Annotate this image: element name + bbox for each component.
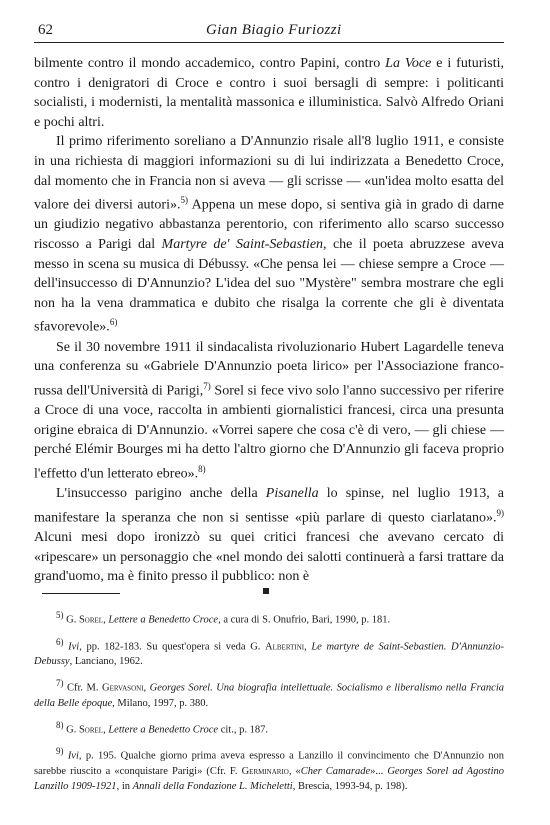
footnote: [34, 635, 504, 670]
footnote-text: G.: [66, 724, 79, 735]
footnote-text: »...: [370, 765, 388, 777]
footnote-text: , pp. 182-183. Su quest'opera si veda G.: [79, 641, 266, 652]
footnote-text: Annali della Fondazione L. Micheletti: [132, 780, 293, 792]
footnote-number: 7): [56, 678, 64, 688]
footnote-text: ,: [103, 724, 109, 735]
footnote-text: , Brescia, 1993-94, p. 198).: [292, 780, 408, 792]
footnote-text: , «: [288, 765, 301, 777]
running-title: Gian Biagio Furiozzi: [206, 22, 342, 38]
footnote-text: Ivi: [67, 750, 79, 762]
footnote-number: 8): [56, 719, 64, 730]
footnote-text: Cfr. M.: [67, 682, 102, 694]
footnotes: [34, 608, 504, 801]
footnote-ref[interactable]: 9): [496, 507, 504, 518]
paragraph-2: Il primo riferimento soreliano a D'Annunzio risale all'8 luglio 1911, e consiste in una richiesta di maggiori informazioni su di lui indirizzata a Benedetto Croce, dal momento che in Francia non si aveva — gli scrisse — «un'idea molto esatta del valore dei diversi autori».$^{5)}$ Appena un mese dopo, si sentiva già in grado di darne un giudizio negativo abbastanza perentorio, con riferimento allo scarso successo riscosso a Parigi dal Martyre de' Saint-Sebastien, che il poeta abruzzese aveva messo in scena su musica di Débussy. «Che pensa lei — chiese sempre a Croce — dell'insuccesso di D'Annunzio? L'idea del suo "Mystère" sembra mostrare che egli non ha la vena drammatica e dubito che risalga la corrente che gli è diventata sfavorevole».$^{6)}$: [34, 134, 505, 336]
footnote-number: 9): [56, 746, 64, 756]
footnote-text: , Milano, 1997, p. 380.: [112, 697, 209, 709]
footnote-ref[interactable]: 7): [203, 380, 211, 391]
footnote-text: ,: [103, 614, 109, 626]
page-mark: [263, 588, 269, 594]
footnote-text: , a cura di S. Onufrio, Bari, 1990, p. 181.: [218, 614, 391, 626]
footnote-text: , p. 195. Qualche giorno prima aveva espresso a Lanzillo il convincimento che D'Annunzio non sarebbe riuscito a «conquistare Parigi» (Cfr. F.: [34, 750, 505, 777]
footnote-text: Ivi: [68, 641, 80, 652]
footnote-text: Lettere a Benedetto Croce: [108, 614, 219, 626]
footnote: [34, 676, 504, 711]
footnote-text: Sorel: [78, 614, 104, 626]
footnote-separator: [42, 593, 120, 594]
footnote-text: ,: [304, 641, 312, 652]
footnote-text: , in: [116, 780, 133, 792]
footnote: [34, 608, 504, 628]
footnote-text: ,: [143, 682, 150, 694]
footnote-text: , Lanciano, 1962.: [69, 656, 143, 667]
footnote-text: Georges Sorel. Una biografia intellettuale. Socialismo e liberalismo nella Francia della Belle époque: [34, 682, 505, 709]
footnote-text: Le martyre de Saint-Sebastien. D'Annunzio-Debussy: [34, 641, 505, 667]
footnote-text: cit., p. 187.: [218, 724, 268, 735]
footnote-text: Lettere a Benedetto Croce: [108, 724, 219, 735]
footnote: [34, 744, 504, 794]
footnote-text: Albertini: [265, 641, 305, 652]
paragraph-4: L'insuccesso parigino anche della Pisanella lo spinse, nel luglio 1913, a manifestare la speranza che non si sentisse «più parlare di questo ciarlatano».$^{9)}$ Alcuni mesi dopo ironizzò su quei critici francesi che avevano cercato di «ripescare» un personaggio che «nel mondo dei salotti continuerà a farsi trattare da grand'uomo, ma è finito presso il pubblico: non è: [34, 486, 504, 585]
footnote-text: G.: [66, 614, 79, 626]
footnote-number: 5): [56, 610, 64, 620]
footnote-number: 6): [56, 636, 64, 647]
running-header: [34, 22, 504, 43]
footnote-ref[interactable]: 6): [109, 317, 118, 328]
page-number: 62: [38, 22, 53, 38]
footnote-ref[interactable]: 8): [198, 463, 206, 474]
body-text: [34, 54, 504, 587]
footnote-text: Gervasoni: [102, 682, 144, 694]
footnote-ref[interactable]: 5): [180, 195, 188, 206]
footnote-text: Cher Camarade: [300, 765, 371, 777]
paragraph-3: Se il 30 novembre 1911 il sindacalista rivoluzionario Hubert Lagardelle teneva una conferenza su «Gabriele D'Annunzio poeta lirico» per l'Associazione franco-russa dell'Università di Parigi,$^{7)}$ Sorel si fece vivo solo l'anno successivo per riferire a Croce di una voce, raccolta in ambienti giornalistici francesi, circa una presunta origine ebraica di D'Annunzio. «Vorrei sapere che cosa c'è di vero, — gli chiese — perché Elémir Bourges mi ha detto l'altro giorno che D'Annunzio gli faceva proprio l'effetto d'un letterato ebreo».$^{8)}$: [34, 339, 505, 482]
footnote-text: Georges Sorel ad Agostino Lanzillo 1909-1921: [34, 765, 505, 792]
footnote-text: Sorel: [78, 724, 104, 735]
paragraph-1: bilmente contro il mondo accademico, contro Papini, contro La Voce e i futuristi, contro i denigratori di Croce e contro i suoi bersagli di sempre: i politicanti socialisti, i modernisti, la mentalità massonica e illuministica. Salvò Alfredo Oriani e pochi altri.: [34, 56, 505, 130]
footnote-text: Germinario: [241, 765, 289, 777]
footnote: [34, 718, 504, 738]
